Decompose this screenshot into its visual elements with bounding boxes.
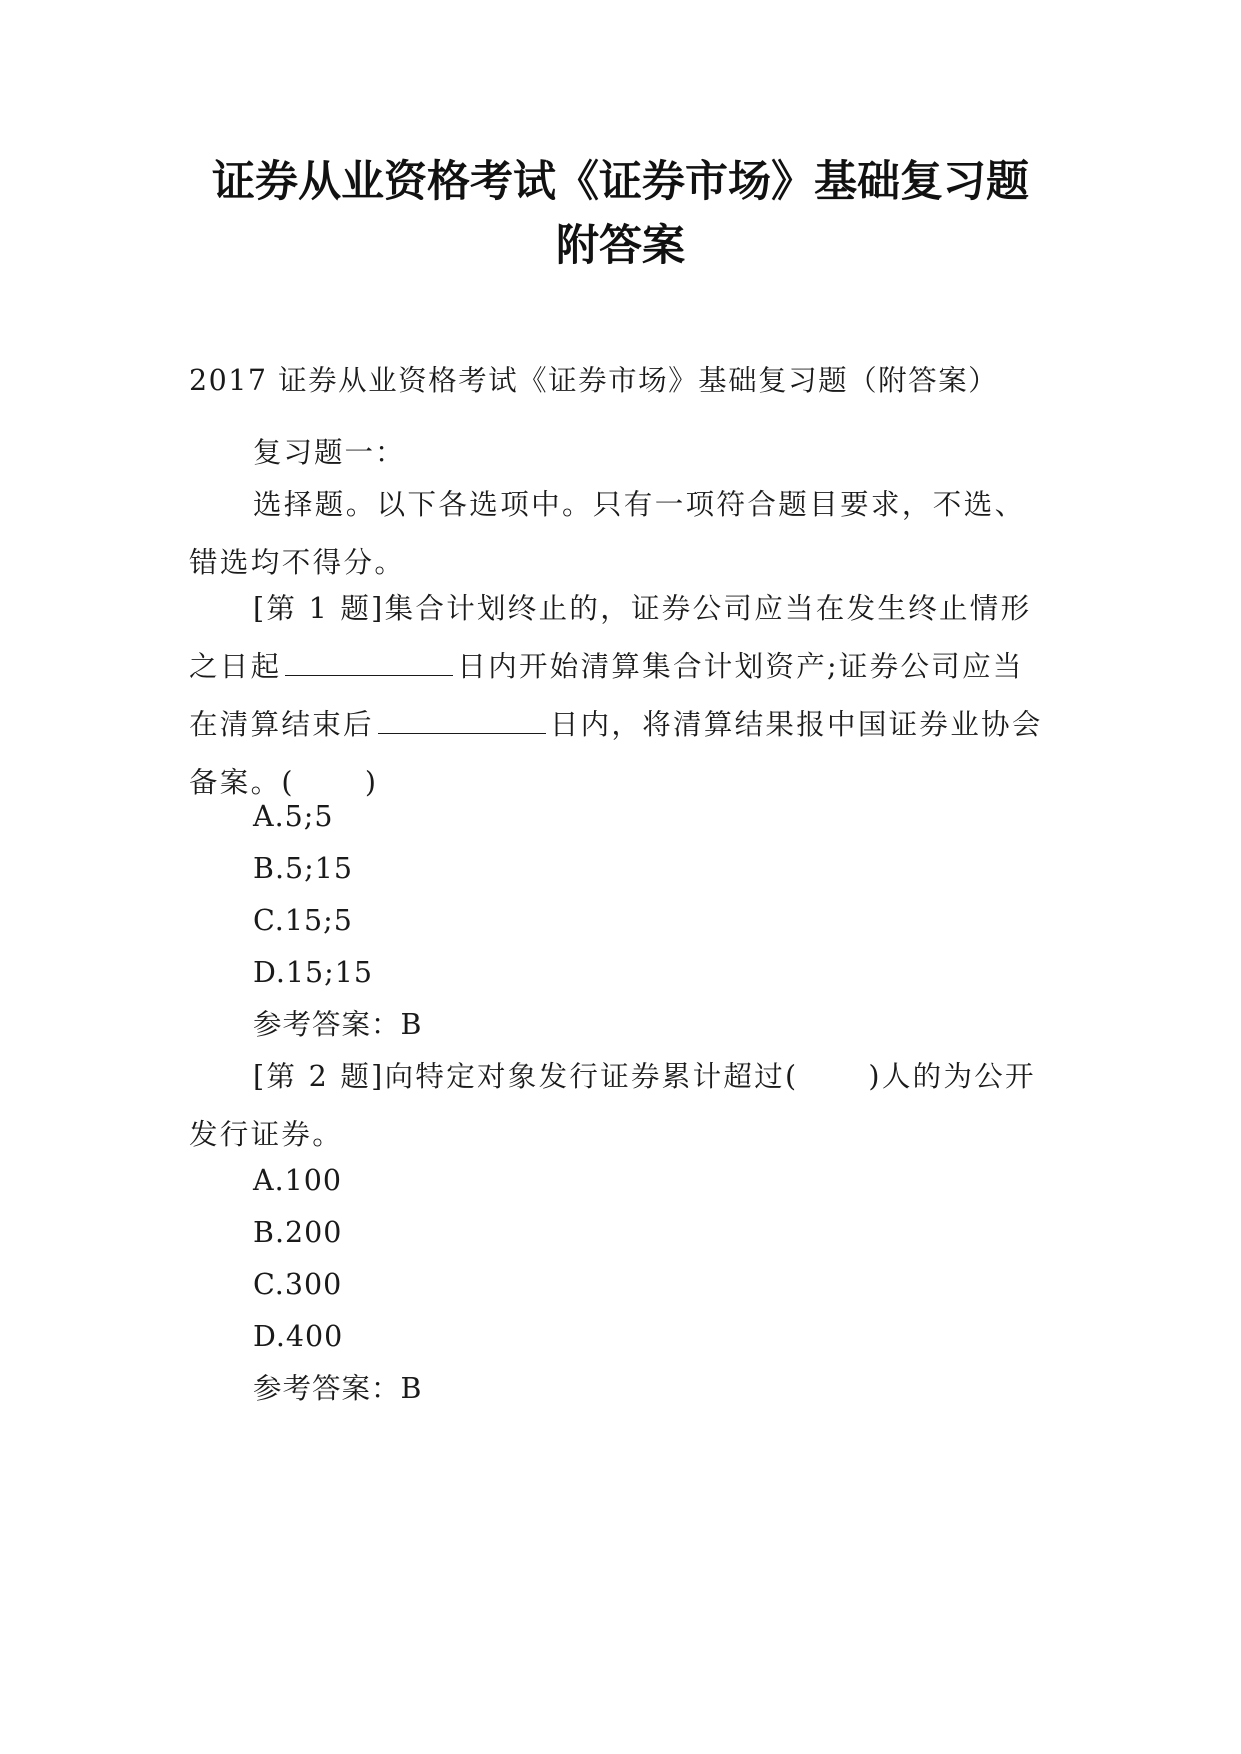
document-subtitle: 2017 证券从业资格考试《证券市场》基础复习题（附答案）: [189, 364, 999, 397]
question-1-stem-part3: 日内，将清算结果报中国证券业协会备案。(: [189, 708, 1043, 799]
question-2-stem-part1: [第 2 题]向特定对象发行证券累计超过(: [253, 1060, 799, 1093]
question-1-blank-2: [378, 703, 546, 734]
question-1-answer: 参考答案：B: [253, 1008, 423, 1041]
question-2-option-c: C.300: [253, 1268, 343, 1301]
instructions-paragraph: 选择题。以下各选项中。只有一项符合题目要求，不选、错选均不得分。: [189, 488, 1026, 579]
question-2-option-a: A.100: [253, 1164, 343, 1197]
question-1-blank-1: [285, 645, 453, 676]
document-title-line2: 附答案: [556, 221, 685, 271]
question-1-option-d: D.15;15: [253, 956, 374, 989]
question-2-stem-part2: )人的为公开发行证券。: [189, 1060, 1036, 1151]
question-1-option-c: C.15;5: [253, 904, 353, 937]
question-1-stem-part2: 日内开始清算集合计划资产;证券公司应当在清算结束后: [189, 650, 1024, 741]
question-1-stem-part4: ): [364, 766, 379, 799]
section-heading: 复习题一：: [253, 436, 406, 469]
question-2-stem: [189, 1048, 1051, 1164]
question-1-stem: [189, 580, 1051, 812]
document-title-line1: 证券从业资格考试《证券市场》基础复习题: [212, 157, 1029, 207]
question-1-option-b: B.5;15: [253, 852, 354, 885]
question-1-option-a: A.5;5: [253, 800, 334, 833]
question-2-option-d: D.400: [253, 1320, 344, 1353]
question-2-option-b: B.200: [253, 1216, 343, 1249]
question-2-answer: 参考答案：B: [253, 1372, 423, 1405]
question-1-stem-part1: [第 1 题]集合计划终止的，证券公司应当在发生终止情形之日起: [189, 592, 1032, 683]
